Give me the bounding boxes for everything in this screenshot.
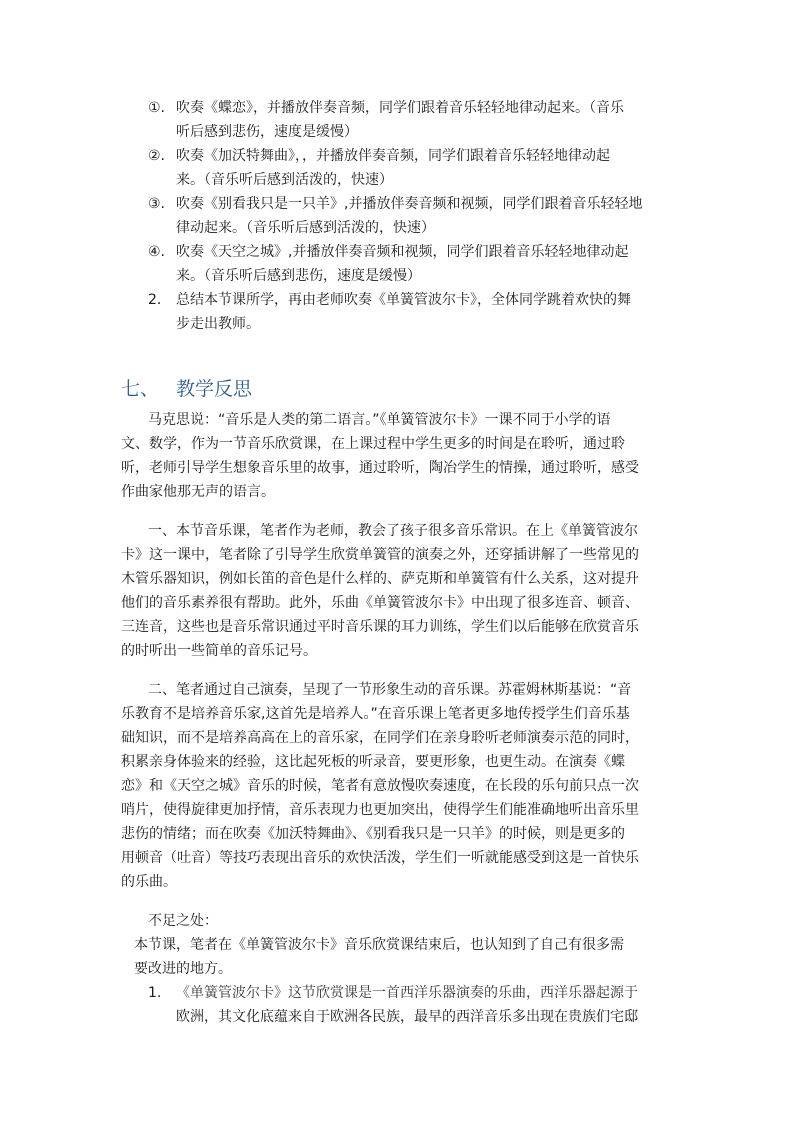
list-item-2-line-1: 吹奏《加沃特舞曲》，，并播放伴奏音频，同学们跟着音乐轻轻地律动起 — [176, 148, 610, 164]
shortcoming-intro-line-1: 本节课，笔者在《单簧管波尔卡》音乐欣赏课结束后，也认知到了自己有很多需 — [134, 937, 624, 953]
shortcoming-label: 不足之处： — [148, 913, 218, 929]
list-item-4-line-2: 来。（音乐听后感到悲伤，速度是缓慢） — [176, 268, 421, 284]
list-marker-4: ④. — [148, 244, 166, 260]
paragraph-2-line-4: 他们的音乐素养很有帮助。此外，乐曲《单簧管波尔卡》中出现了很多连音、顿音、 — [121, 595, 639, 611]
paragraph-3-line-4: 积累亲身体验来的经验，这比起死板的听录音，要更形象，也更生动。在演奏《蝶 — [121, 754, 625, 770]
section-number: 七、 — [121, 378, 160, 400]
list-marker-1: ①. — [148, 100, 166, 116]
paragraph-2-line-3: 木管乐器知识，例如长笛的音色是什么样的、萨克斯和单簧管有什么关系，这对提升 — [121, 571, 639, 587]
paragraph-3-line-7: 悲伤的情绪；而在吹奏《加沃特舞曲》、《别看我只是一只羊》的时候，则是更多的 — [121, 826, 625, 842]
list-item-3-line-1: 吹奏《别看我只是一只羊》,并播放伴奏音频和视频，同学们跟着音乐轻轻地 — [176, 196, 643, 212]
paragraph-1-line-2: 文、数学，作为一节音乐欣赏课，在上课过程中学生更多的时间是在聆听，通过聆 — [121, 436, 625, 452]
list-item-1-line-1: 吹奏《蝶恋》，并播放伴奏音频，同学们跟着音乐轻轻地律动起来。（音乐 — [176, 100, 624, 116]
list-item-5-line-2: 步走出教师。 — [176, 316, 260, 332]
list-item-4-line-1: 吹奏《天空之城》,并播放伴奏音频和视频，同学们跟着音乐轻轻地律动起 — [176, 244, 629, 260]
paragraph-1-line-4: 作曲家他那无声的语言。 — [121, 484, 275, 500]
list-item-5-line-1: 总结本节课所学，再由老师吹奏《单簧管波尔卡》，全体同学跳着欢快的舞 — [176, 292, 631, 308]
paragraph-3-line-3: 础知识，而不是培养高高在上的音乐家，在同学们在亲身聆听老师演奏示范的同时， — [121, 730, 639, 746]
paragraph-3-line-9: 的乐曲。 — [121, 874, 177, 890]
shortcoming-item-1-line-1: 《单簧管波尔卡》这节欣赏课是一首西洋乐器演奏的乐曲，西洋乐器起源于 — [176, 985, 638, 1001]
shortcoming-item-1-marker: 1. — [148, 985, 162, 1001]
list-item-1-line-2: 听后感到悲伤，速度是缓慢） — [176, 124, 358, 140]
paragraph-2-line-5: 三连音，这些也是音乐常识通过平时音乐课的耳力训练，学生们以后能够在欣赏音乐 — [121, 619, 639, 635]
paragraph-3-line-8: 用顿音（吐音）等技巧表现出音乐的欢快活泼，学生们一听就能感受到这是一首快乐 — [121, 850, 639, 866]
paragraph-3-line-6: 哨片，使得旋律更加抒情，音乐表现力也更加突出，使得学生们能准确地听出音乐里 — [121, 802, 639, 818]
list-item-2-line-2: 来。（音乐听后感到活泼的，快速） — [176, 172, 393, 188]
shortcoming-item-1-line-2: 欧洲，其文化底蕴来自于欧洲各民族，最早的西洋音乐多出现在贵族们宅邸 — [176, 1009, 638, 1025]
paragraph-2-line-2: 卡》这一课中，笔者除了引导学生欣赏单簧管的演奏之外，还穿插讲解了一些常见的 — [121, 547, 639, 563]
list-item-3-line-2: 律动起来。（音乐听后感到活泼的，快速） — [176, 220, 435, 236]
paragraph-3-line-1: 二、笔者通过自己演奏，呈现了一节形象生动的音乐课。苏霍姆林斯基说：“音 — [148, 682, 632, 698]
list-marker-3: ③. — [148, 196, 166, 212]
list-marker-5: 2. — [148, 292, 162, 308]
paragraph-1-line-3: 听，老师引导学生想象音乐里的故事，通过聆听，陶冶学生的情操，通过聆听，感受 — [121, 460, 639, 476]
paragraph-3-line-2: 乐教育不是培养音乐家,这首先是培养人。”在音乐课上笔者更多地传授学生们音乐基 — [121, 706, 630, 722]
section-title: 教学反思 — [176, 378, 253, 400]
paragraph-2-line-6: 的时听出一些简单的音乐记号。 — [121, 643, 317, 659]
paragraph-2-line-1: 一、本节音乐课，笔者作为老师，教会了孩子很多音乐常识。在上《单簧管波尔 — [148, 523, 638, 539]
shortcoming-intro-line-2: 要改进的地方。 — [134, 961, 232, 977]
list-marker-2: ②. — [148, 148, 166, 164]
paragraph-3-line-5: 恋》和《天空之城》音乐的时候，笔者有意放慢吹奏速度，在长段的乐句前只点一次 — [121, 778, 639, 794]
paragraph-1-line-1: 马克思说：“音乐是人类的第二语言。”《单簧管波尔卡》一课不同于小学的语 — [148, 412, 611, 428]
